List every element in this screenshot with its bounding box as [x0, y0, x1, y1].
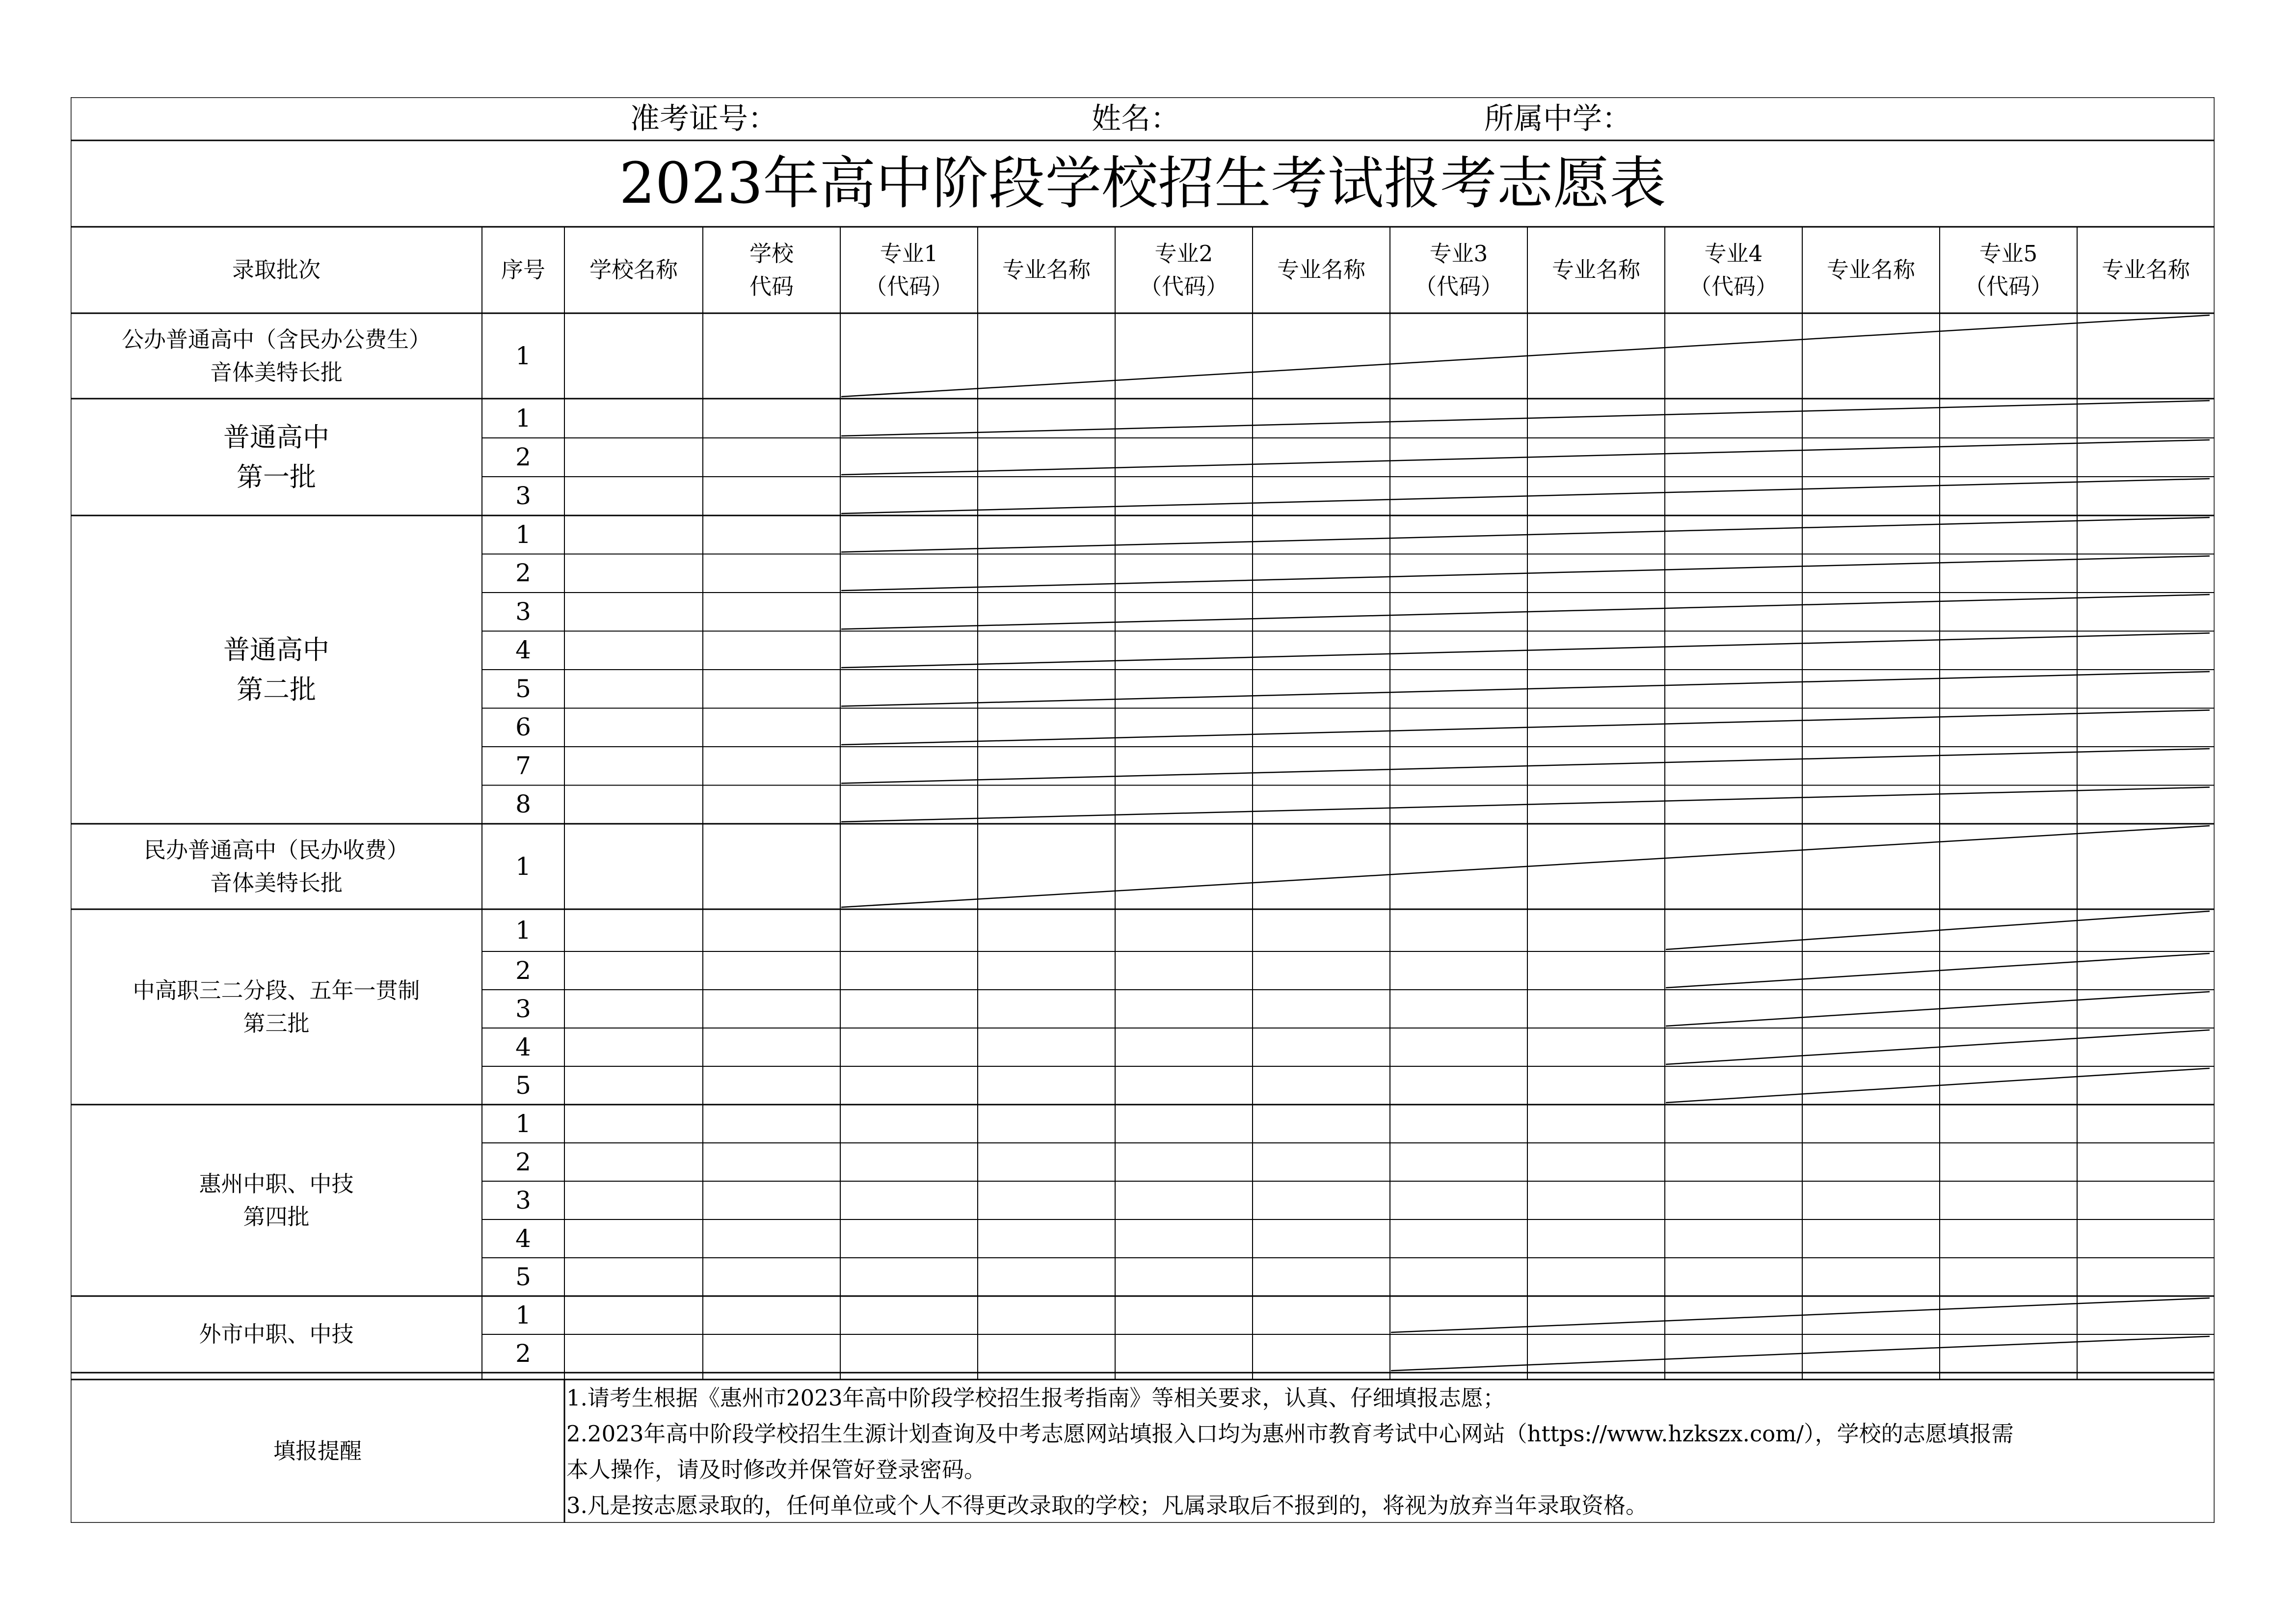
column-header: 专业4 （代码） — [1689, 240, 1778, 299]
batch-label: 普通高中 第一批 — [223, 422, 329, 492]
strike-line — [841, 401, 2210, 436]
application-form — [71, 97, 2215, 1523]
table-grid — [71, 97, 2215, 1523]
batch-label: 外市中职、中技 — [199, 1321, 354, 1348]
strike-line — [841, 315, 2210, 397]
row-number: 8 — [515, 790, 531, 819]
batch-label: 中高职三二分段、五年一贯制 第三批 — [133, 977, 420, 1036]
row-number: 7 — [515, 751, 531, 780]
strike-line — [841, 787, 2210, 822]
row-number: 4 — [515, 1224, 531, 1253]
strike-line — [841, 672, 2210, 706]
column-header: 专业名称 — [2101, 257, 2190, 283]
reminder-line: 本人操作，请及时修改并保管好登录密码。 — [566, 1457, 987, 1483]
row-number: 1 — [515, 1300, 531, 1329]
row-number: 3 — [515, 1186, 531, 1215]
strike-line — [841, 517, 2210, 552]
strike-line — [841, 556, 2210, 591]
row-number: 5 — [515, 1262, 531, 1291]
row-number: 1 — [515, 916, 531, 945]
row-number: 1 — [515, 852, 531, 881]
strike-line — [841, 440, 2210, 475]
row-number: 1 — [515, 520, 531, 549]
column-header: 专业名称 — [1826, 257, 1915, 283]
row-number: 6 — [515, 713, 531, 742]
row-number: 2 — [515, 443, 531, 471]
column-header: 专业名称 — [1002, 257, 1091, 283]
row-number: 2 — [515, 956, 531, 985]
strike-line — [841, 595, 2210, 629]
strike-line — [841, 826, 2210, 907]
row-number: 5 — [515, 674, 531, 703]
column-header: 学校 代码 — [749, 240, 794, 299]
batch-label: 普通高中 第二批 — [223, 634, 329, 705]
batch-label: 公办普通高中（含民办公费生） 音体美特长批 — [121, 326, 431, 385]
reminder-line: 3.凡是按志愿录取的，任何单位或个人不得更改录取的学校；凡属录取后不报到的，将视为放弃当年录取资格。 — [566, 1492, 1648, 1518]
strike-line — [841, 633, 2210, 668]
column-header: 专业2 （代码） — [1139, 240, 1228, 299]
column-header: 学校名称 — [589, 257, 678, 283]
column-header: 专业5 （代码） — [1964, 240, 2053, 299]
column-header: 专业1 （代码） — [864, 240, 953, 299]
strike-line — [1391, 1298, 2210, 1332]
column-header: 专业3 （代码） — [1414, 240, 1503, 299]
strike-line — [841, 710, 2210, 745]
batch-label: 民办普通高中（民办收费） 音体美特长批 — [143, 837, 409, 896]
row-number: 4 — [515, 1032, 531, 1061]
row-number: 1 — [515, 404, 531, 433]
row-number: 3 — [515, 482, 531, 510]
row-number: 2 — [515, 1147, 531, 1176]
column-header: 录取批次 — [232, 257, 320, 283]
row-number: 1 — [515, 1109, 531, 1138]
row-number: 4 — [515, 636, 531, 665]
form-title: 2023年高中阶段学校招生考试报考志愿表 — [619, 150, 1666, 217]
row-number: 5 — [515, 1071, 531, 1100]
row-number: 2 — [515, 1339, 531, 1368]
strike-line — [1666, 1068, 2210, 1103]
reminder-line: 2.2023年高中阶段学校招生生源计划查询及中考志愿网站填报入口均为惠州市教育考试中心网站（https://www.hzkszx.com/），学校的志愿填报需 — [566, 1421, 2014, 1447]
strike-line — [1666, 953, 2210, 988]
strike-line — [1391, 1336, 2210, 1371]
strike-line — [1666, 911, 2210, 949]
reminder-line: 1.请考生根据《惠州市2023年高中阶段学校招生报考指南》等相关要求，认真、仔细填报志愿； — [566, 1385, 1505, 1411]
strike-line — [841, 749, 2210, 784]
exam-number-label: 准考证号： — [630, 102, 777, 136]
batch-label: 惠州中职、中技 第四批 — [199, 1170, 354, 1230]
row-number: 2 — [515, 559, 531, 588]
row-number: 3 — [515, 994, 531, 1023]
school-label: 所属中学： — [1484, 102, 1631, 136]
row-number: 3 — [515, 597, 531, 626]
column-header: 序号 — [501, 257, 545, 283]
column-header: 专业名称 — [1551, 257, 1640, 283]
strike-line — [1666, 1030, 2210, 1064]
name-label: 姓名： — [1092, 102, 1180, 136]
strike-line — [841, 479, 2210, 514]
row-number: 1 — [515, 341, 531, 370]
column-header: 专业名称 — [1277, 257, 1365, 283]
reminder-label: 填报提醒 — [273, 1438, 362, 1464]
strike-line — [1666, 992, 2210, 1026]
